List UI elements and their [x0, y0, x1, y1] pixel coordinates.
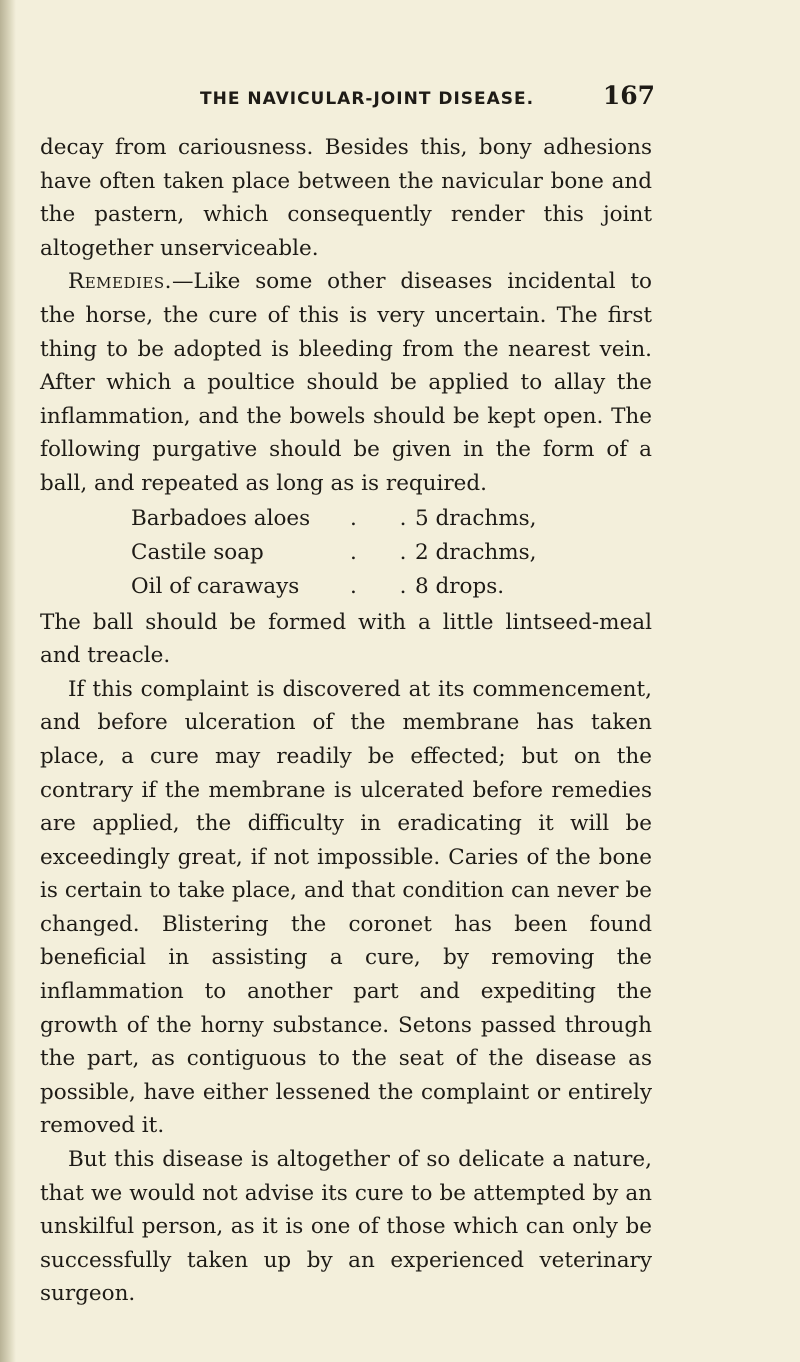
- recipe-quantity: 8 drops.: [415, 573, 505, 599]
- paragraph-continuation: decay from cariousness. Besides this, bony adhesions have often taken place between the navicular bone and the pastern, which consequently render this joint altogether unserviceable.: [40, 135, 652, 261]
- recipe-leader-dots: . .: [350, 539, 425, 565]
- paragraph-ball: The ball should be formed with a little lintseed-meal and treacle.: [40, 609, 652, 669]
- page-number: 167: [602, 81, 655, 110]
- book-spine-shadow: [0, 0, 16, 1362]
- recipe-ingredient: Oil of caraways: [131, 573, 300, 599]
- running-title: THE NAVICULAR-JOINT DISEASE.: [200, 89, 535, 109]
- paragraph-treatment: If this complaint is discovered at its commencement, and before ulceration of the membrane has taken place, a cure may readily be effected; but on the contrary if the membrane is ulcerated before remedies are applied, the difficulty in eradicating it will be exceedingly great, if not impossible. Caries of the bone is certain to take place, and that condition can never be changed. Blistering the coronet has been found beneficial in assisting a cure, by removing the inflammation to another part and expediting the growth of the horny substance. Setons passed through the part, as contiguous to the seat of the disease as possible, have either lessened the complaint or entirely removed it.: [40, 676, 652, 1139]
- recipe-ingredient: Castile soap: [131, 539, 264, 565]
- recipe-ingredient: Barbadoes aloes: [131, 505, 311, 531]
- paragraph-advice: But this disease is altogether of so delicate a nature, that we would not advise its cure to be attempted by an unskilful person, as it is one of those which can only be successfully taken up by an experienced veterinary surgeon.: [40, 1147, 652, 1307]
- recipe-item: [40, 570, 652, 604]
- recipe-quantity: 5 drachms,: [415, 505, 537, 531]
- recipe-quantity: 2 drachms,: [415, 539, 537, 565]
- recipe-list: [40, 502, 652, 604]
- running-header: [200, 81, 655, 113]
- recipe-leader-dots: . .: [350, 573, 425, 599]
- remedies-heading: Remedies.: [68, 269, 172, 295]
- remedies-text: —Like some other diseases incidental to the horse, the cure of this is very uncertain. The first thing to be adopted is bleeding from the nearest vein. After which a poultice should be applied to allay the inflammation, and the bowels should be kept open. The following purgative should be given in the form of a ball, and repeated as long as is required.: [40, 269, 652, 496]
- paragraph-remedies: [40, 265, 652, 500]
- page-body: [40, 131, 652, 1311]
- recipe-item: [40, 502, 652, 536]
- recipe-leader-dots: . .: [350, 505, 425, 531]
- recipe-item: [40, 536, 652, 570]
